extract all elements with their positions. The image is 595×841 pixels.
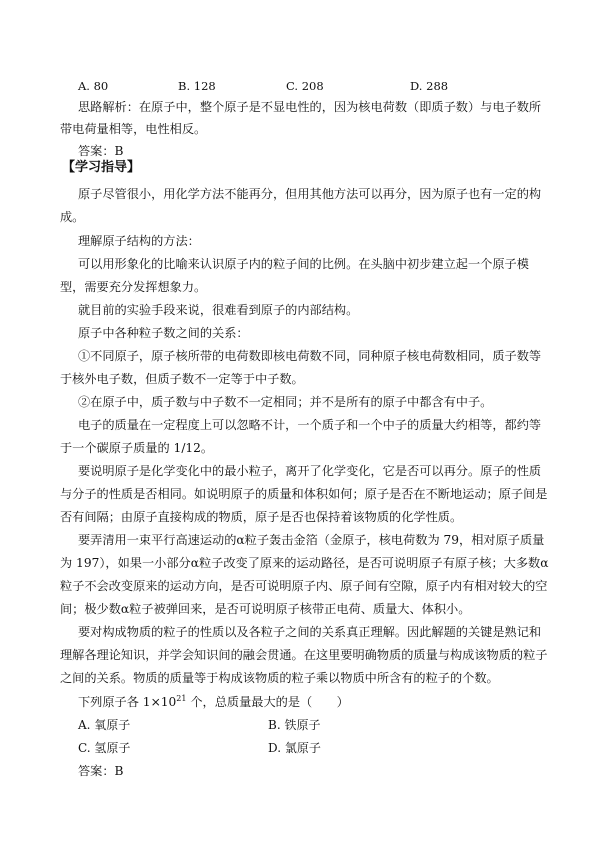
- paragraph-line: 要对构成物质的粒子的性质以及各粒子之间的关系真正理解。因此解题的关键是熟记和: [78, 625, 542, 639]
- option-d: D. 288: [410, 79, 449, 93]
- option-b: B. 铁原子: [268, 718, 321, 732]
- question2-exponent: 21: [176, 693, 187, 703]
- option-a: A. 氧原子: [78, 718, 131, 732]
- answer-1: 答案：B: [78, 144, 124, 158]
- paragraph-line: 与分子的性质是否相同。如说明原子的质量和体积如何；原子是否在不断地运动；原子间是: [60, 487, 548, 501]
- paragraph-line: 间；极少数α粒子被弹回来，是否可说明原子核带正电荷、质量大、体积小。: [60, 602, 471, 616]
- option-d: D. 氯原子: [268, 741, 321, 755]
- paragraph-line: 之间的关系。物质的质量等于构成该物质的粒子乘以物质中所含有的粒子的个数。: [60, 671, 499, 685]
- paragraph-line: 可以用形象化的比喻来认识原子内的粒子间的比例。在头脑中初步建立起一个原子模: [78, 257, 529, 271]
- paragraph-line: 否有间隔；由原子直接构成的物质，原子是否也保持着该物质的化学性质。: [60, 510, 463, 524]
- question2-prefix: 下列原子各 1×10: [78, 695, 177, 709]
- analysis-line: 思路解析：在原子中，整个原子是不显电性的，因为核电荷数（即质子数）与电子数所: [78, 100, 542, 114]
- method-title: 理解原子结构的方法：: [78, 234, 200, 248]
- question2-text: [78, 694, 558, 710]
- point-line: ①不同原子，原子核所带的电荷数即核电荷数不同，同种原子核电荷数相同，质子数等: [78, 349, 542, 363]
- paragraph-line: 就目前的实验手段来说，很难看到原子的内部结构。: [78, 303, 359, 317]
- option-b: B. 128: [178, 79, 216, 93]
- relation-title: 原子中各种粒子数之间的关系：: [78, 326, 249, 340]
- option-c: C. 氢原子: [78, 741, 131, 755]
- paragraph-line: 理解各理论知识，并学会知识间的融会贯通。在这里要明确物质的质量与构成该物质的粒子: [60, 648, 548, 662]
- paragraph-line: 于一个碳原子质量的 1/12。: [60, 441, 214, 455]
- option-c: C. 208: [286, 79, 324, 93]
- paragraph-line: 粒子不会改变原来的运动方向，是否可说明原子内、原子间有空隙，原子内有相对较大的空: [60, 579, 548, 593]
- option-a: A. 80: [78, 79, 109, 93]
- answer-2: 答案：B: [78, 764, 124, 778]
- analysis-line: 带电荷量相等，电性相反。: [60, 122, 207, 136]
- question2-suffix: 个，总质量最大的是（ ）: [186, 695, 349, 709]
- section-title: 【学习指导】: [62, 160, 141, 175]
- paragraph-line: 成。: [60, 210, 85, 224]
- paragraph-line: 为 197），如果一小部分α粒子改变了原来的运动路径，是否可说明原子有原子核；大多数α: [60, 556, 549, 570]
- point-line: 于核外电子数，但质子数不一定等于中子数。: [60, 372, 304, 386]
- point-line: ②在原子中，质子数与中子数不一定相同；并不是所有的原子中都含有中子。: [78, 395, 493, 409]
- paragraph-line: 要弄清用一束平行高速运动的α粒子轰击金箔（金原子，核电荷数为 79，相对原子质量: [78, 533, 545, 547]
- paragraph-line: 电子的质量在一定程度上可以忽略不计，一个质子和一个中子的质量大约相等，都约等: [78, 418, 542, 432]
- paragraph-line: 要说明原子是化学变化中的最小粒子，离开了化学变化，它是否可以再分。原子的性质: [78, 464, 542, 478]
- paragraph-line: 原子尽管很小，用化学方法不能再分，但用其他方法可以再分，因为原子也有一定的构: [78, 187, 542, 201]
- paragraph-line: 型，需要充分发挥想象力。: [60, 280, 207, 294]
